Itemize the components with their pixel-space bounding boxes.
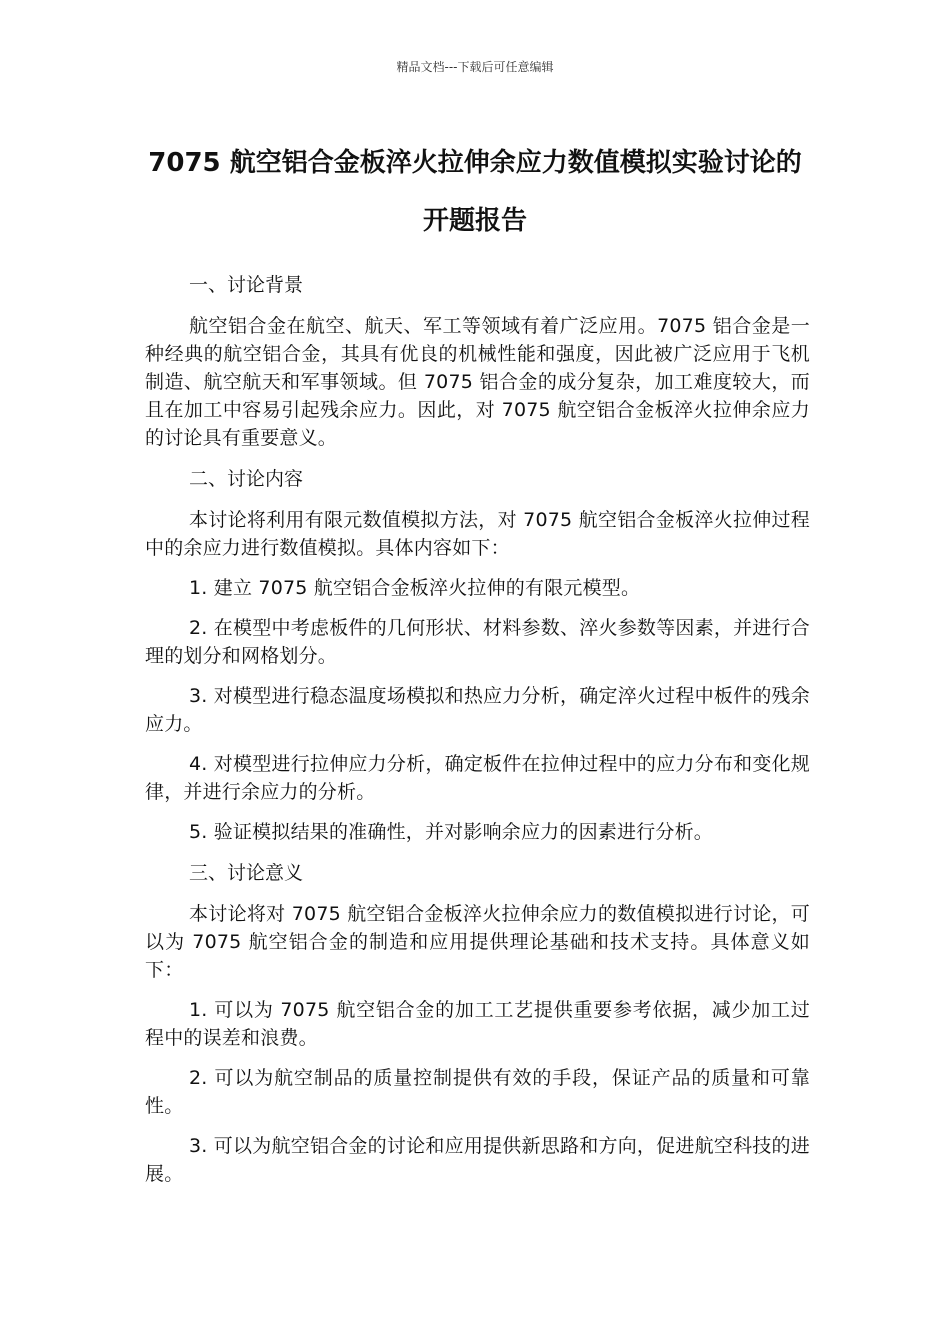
section-heading-significance: 三、讨论意义 [189, 862, 304, 884]
header-note: 精品文档---下载后可任意编辑 [396, 60, 554, 74]
significance-item-2: 2. 可以为航空制品的质量控制提供有效的手段，保证产品的质量和可靠性。 [145, 1067, 810, 1117]
content-item-1: 1. 建立 7075 航空铝合金板淬火拉伸的有限元模型。 [189, 577, 641, 599]
section-heading-background: 一、讨论背景 [189, 274, 304, 296]
significance-item-1: 1. 可以为 7075 航空铝合金的加工工艺提供重要参考依据，减少加工过程中的误差和浪费。 [145, 999, 810, 1049]
content-item-2: 2. 在模型中考虑板件的几何形状、材料参数、淬火参数等因素，并进行合理的划分和网格划分。 [145, 617, 810, 667]
significance-intro-paragraph: 本讨论将对 7075 航空铝合金板淬火拉伸余应力的数值模拟进行讨论，可以为 7075 航空铝合金的制造和应用提供理论基础和技术支持。具体意义如下： [145, 903, 810, 981]
content-item-5: 5. 验证模拟结果的准确性，并对影响余应力的因素进行分析。 [189, 821, 713, 843]
content-intro-paragraph: 本讨论将利用有限元数值模拟方法，对 7075 航空铝合金板淬火拉伸过程中的余应力进行数值模拟。具体内容如下： [145, 509, 810, 559]
significance-item-3: 3. 可以为航空铝合金的讨论和应用提供新思路和方向，促进航空科技的进展。 [145, 1135, 810, 1185]
section-heading-content: 二、讨论内容 [189, 468, 304, 490]
content-item-4: 4. 对模型进行拉伸应力分析，确定板件在拉伸过程中的应力分布和变化规律，并进行余应力的分析。 [145, 753, 810, 803]
background-paragraph: 航空铝合金在航空、航天、军工等领域有着广泛应用。7075 铝合金是一种经典的航空铝合金，其具有优良的机械性能和强度，因此被广泛应用于飞机制造、航空航天和军事领域。但 7075 铝合金的成分复杂，加工难度较大，而且在加工中容易引起残余应力。因此，对 7075 航空铝合金板淬火拉伸余应力的讨论具有重要意义。 [145, 315, 810, 449]
document-body [145, 270, 810, 1200]
document-title: 7075 航空铝合金板淬火拉伸余应力数值模拟实验讨论的开题报告 [148, 148, 802, 236]
content-item-3: 3. 对模型进行稳态温度场模拟和热应力分析，确定淬火过程中板件的残余应力。 [145, 685, 810, 735]
